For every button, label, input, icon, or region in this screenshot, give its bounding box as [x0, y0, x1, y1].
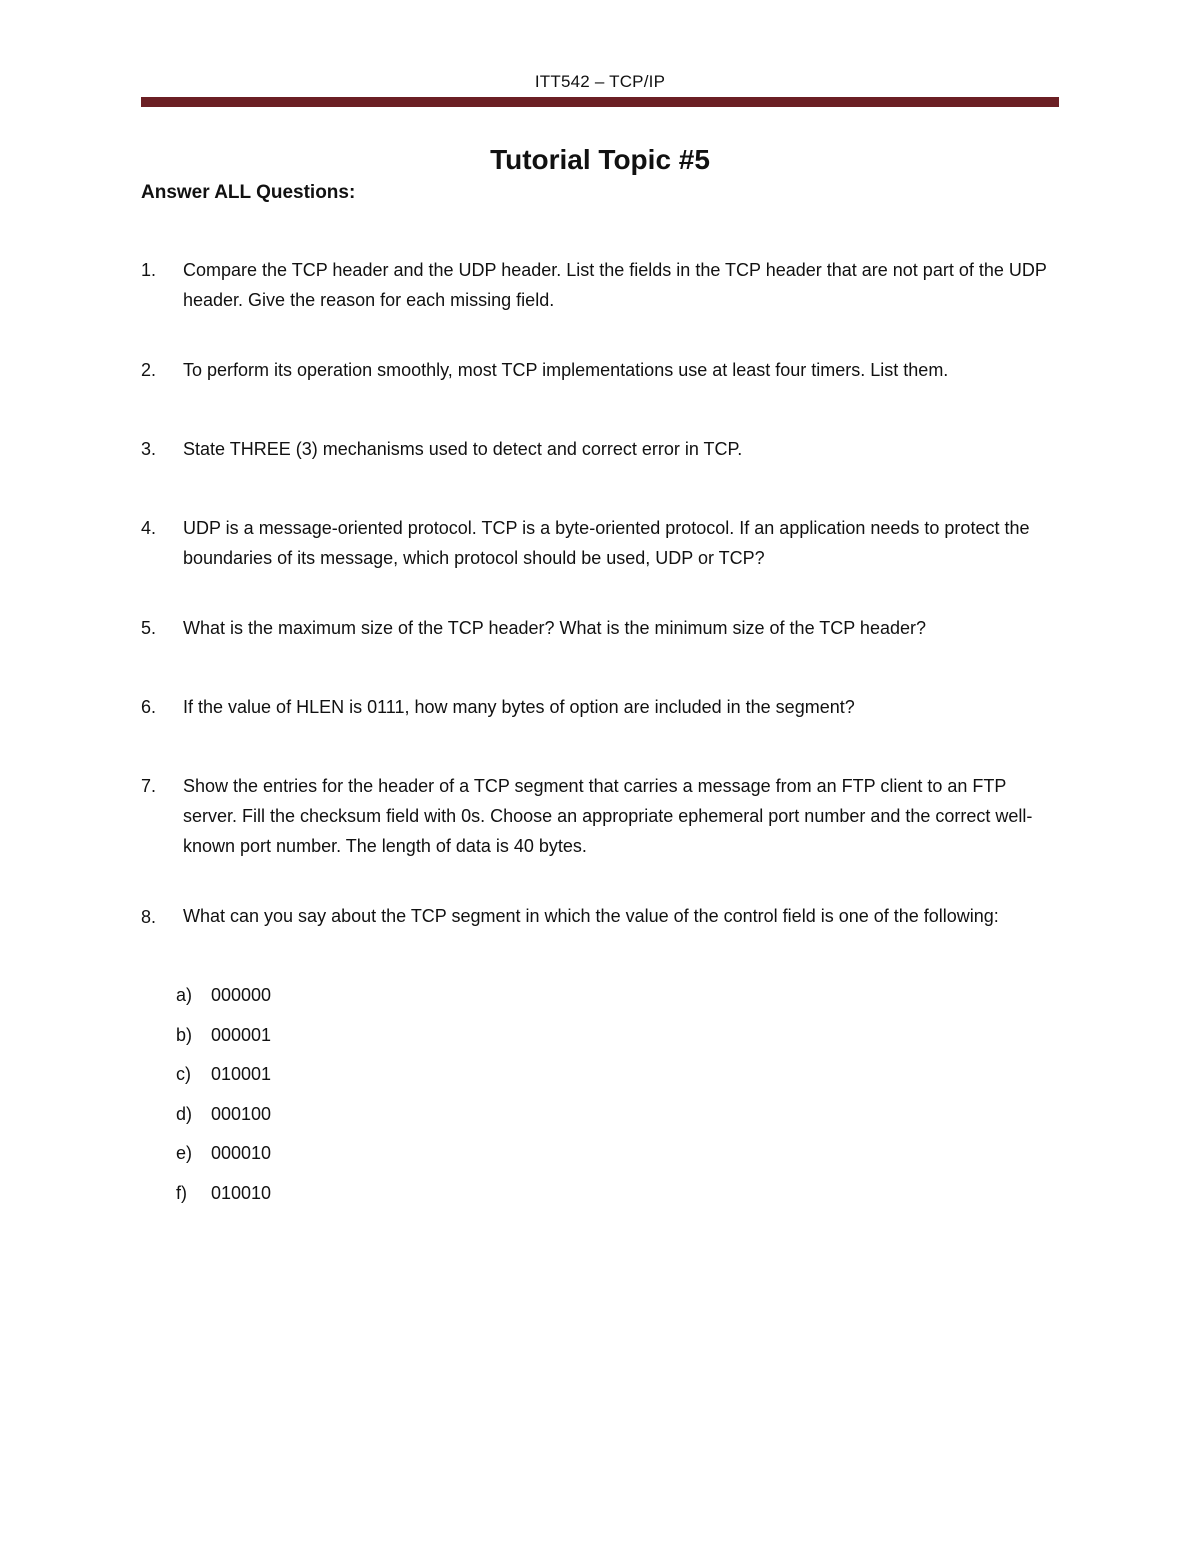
question-7 [141, 771, 1061, 861]
question-number: 3. [141, 439, 157, 459]
question-text: What is the maximum size of the TCP header? What is the minimum size of the TCP header? [183, 618, 926, 638]
course-header: ITT542 – TCP/IP [534, 72, 666, 91]
question-text: To perform its operation smoothly, most TCP implementations use at least four timers. List them. [183, 360, 949, 380]
question-2 [141, 355, 1061, 385]
option-letter: b) [176, 1025, 193, 1045]
question-3 [141, 434, 1061, 464]
option-a [176, 983, 271, 1007]
option-b [176, 1023, 271, 1047]
question-text: What can you say about the TCP segment in which the value of the control field is one of the following: [183, 906, 999, 926]
question-5 [141, 613, 1061, 643]
question-1 [141, 255, 1061, 315]
question-6 [141, 692, 1061, 722]
question-text: Show the entries for the header of a TCP segment that carries a message from an FTP client to an FTP server. Fill the checksum field with 0s. Choose an appropriate ephemeral port number and the correct well-known port number. The length of data is 40 bytes. [183, 776, 1033, 856]
question-4 [141, 513, 1061, 573]
option-value: 000000 [211, 985, 272, 1005]
question-text: Compare the TCP header and the UDP header. List the fields in the TCP header that are not part of the UDP header. Give the reason for each missing field. [183, 260, 1047, 310]
option-c [176, 1062, 271, 1086]
option-letter: f) [176, 1183, 187, 1203]
option-f [176, 1181, 271, 1205]
question-8 [141, 897, 1061, 936]
question-text: If the value of HLEN is 0111, how many bytes of option are included in the segment? [183, 697, 855, 717]
question-number: 7. [141, 776, 157, 796]
option-value: 000010 [211, 1143, 272, 1163]
question-text: State THREE (3) mechanisms used to detect and correct error in TCP. [183, 439, 743, 459]
option-value: 010001 [211, 1064, 272, 1084]
question-text: UDP is a message-oriented protocol. TCP is a byte-oriented protocol. If an application needs to protect the boundaries of its message, which protocol should be used, UDP or TCP? [183, 518, 1030, 568]
header-divider [141, 97, 1059, 107]
option-value: 000001 [211, 1025, 272, 1045]
option-letter: a) [176, 985, 193, 1005]
question-number: 1. [141, 260, 157, 280]
question-number: 6. [141, 697, 157, 717]
option-letter: c) [176, 1064, 191, 1084]
option-value: 010010 [211, 1183, 272, 1203]
option-letter: d) [176, 1104, 193, 1124]
question-number: 4. [141, 518, 157, 538]
question-number: 8. [141, 907, 157, 927]
option-letter: e) [176, 1143, 193, 1163]
instructions-heading: Answer ALL Questions: [141, 182, 356, 203]
option-e [176, 1141, 271, 1165]
document-title: Tutorial Topic #5 [490, 144, 710, 175]
option-value: 000100 [211, 1104, 272, 1124]
question-number: 2. [141, 360, 157, 380]
question-number: 5. [141, 618, 157, 638]
option-d [176, 1102, 271, 1126]
